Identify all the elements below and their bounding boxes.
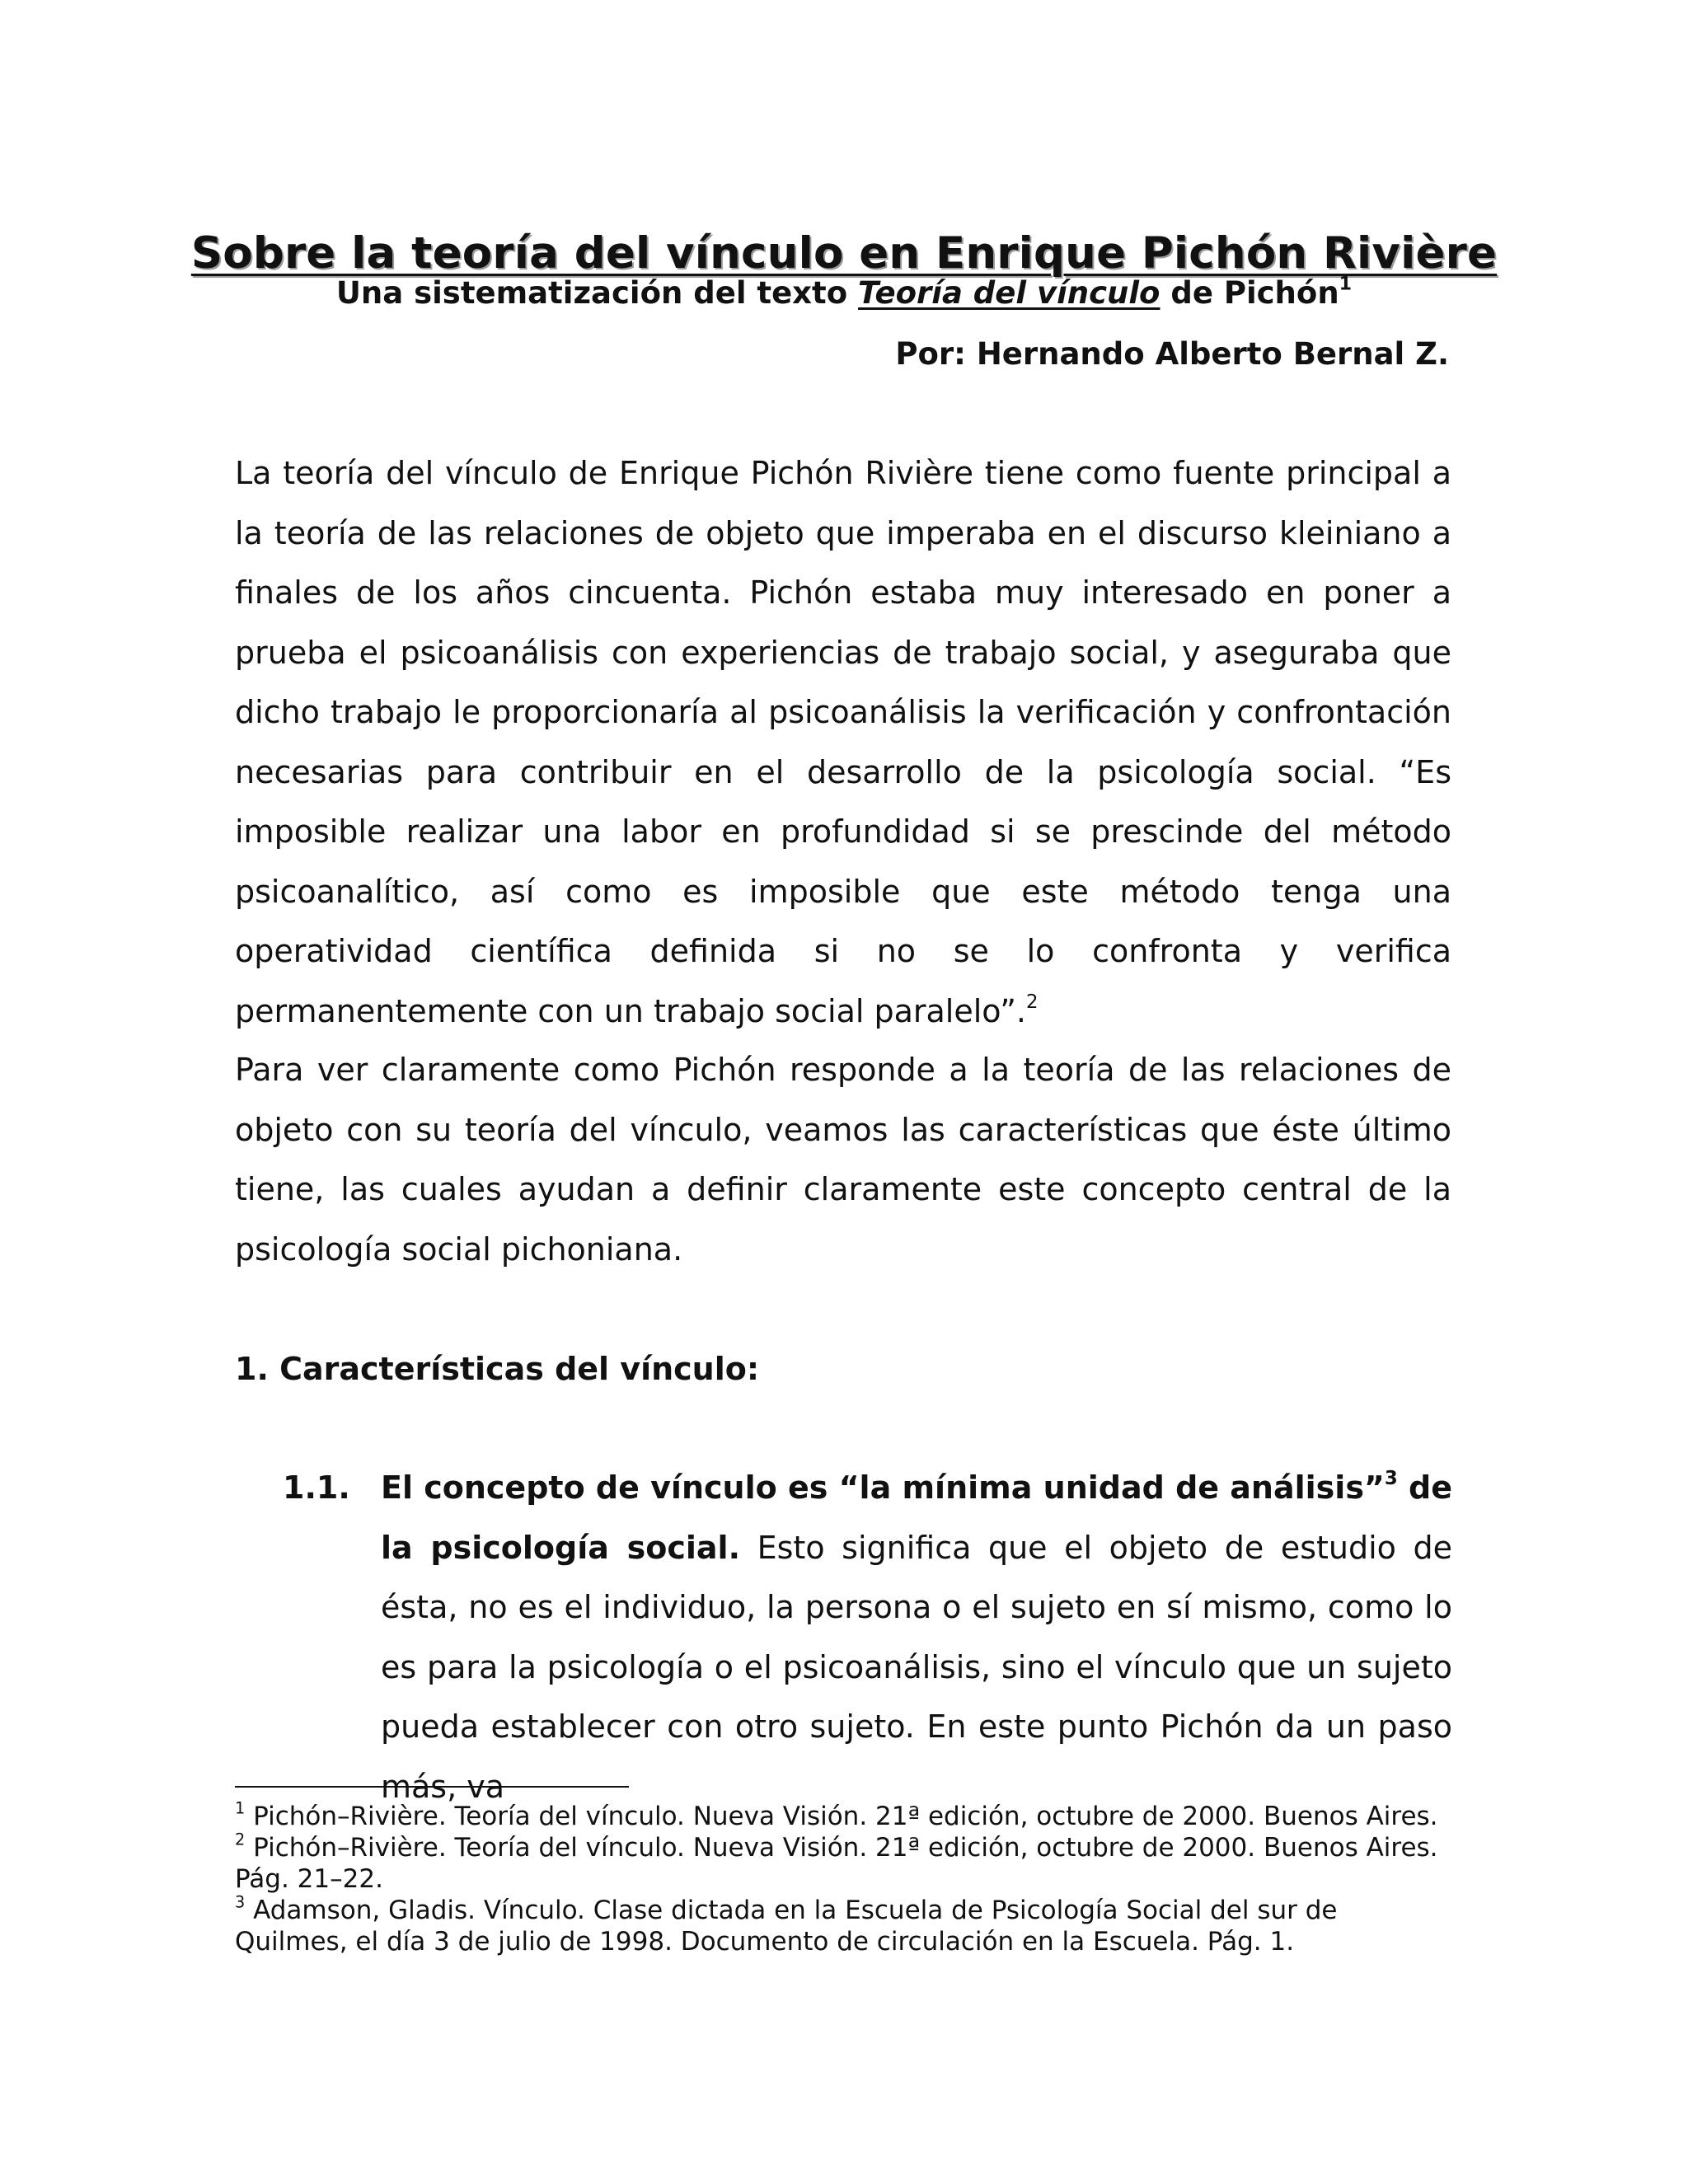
subtitle-book-title: Teoría del vínculo: [858, 275, 1160, 311]
section-heading: 1. Características del vínculo:: [235, 1351, 760, 1387]
footnote-3: [235, 1892, 1451, 1957]
paragraph-intro: [235, 443, 1451, 1041]
subtitle-text-after: de Pichón: [1160, 275, 1339, 311]
footnote-number: 1: [235, 1798, 246, 1818]
footnote-ref-3[interactable]: 3: [1384, 1467, 1398, 1489]
footnote-1: [235, 1798, 1451, 1832]
footnote-number: 3: [235, 1892, 246, 1912]
list-item-number: 1.1.: [283, 1469, 350, 1506]
footnote-text: Pichón–Rivière. Teoría del vínculo. Nueva Visión. 21ª edición, octubre de 2000. Buenos Aires.: [245, 1802, 1438, 1831]
footnote-text: Adamson, Gladis. Vínculo. Clase dictada en la Escuela de Psicología Social del sur de Quilmes, el día 3 de julio de 1998. Documento de circulación en la Escuela. Pág. 1.: [235, 1896, 1338, 1957]
document-title: Sobre la teoría del vínculo en Enrique Pichón Rivière: [190, 227, 1498, 279]
paragraph-second: Para ver claramente como Pichón responde a la teoría de las relaciones de objeto con su teoría del vínculo, veamos las características que éste último tiene, las cuales ayudan a definir claramente este concepto central de la psicología social pichoniana.: [235, 1052, 1451, 1268]
footnote-ref-2[interactable]: 2: [1025, 991, 1039, 1013]
footnote-2: [235, 1832, 1451, 1895]
footnotes: [235, 1798, 1451, 1957]
author-line: Por: Hernando Alberto Bernal Z.: [895, 336, 1449, 372]
list-item-bold-start: El concepto de vínculo es “la mínima unidad de análisis”: [381, 1469, 1385, 1506]
footnote-ref-1[interactable]: 1: [1339, 273, 1353, 295]
footnote-text: Pichón–Rivière. Teoría del vínculo. Nueva Visión. 21ª edición, octubre de 2000. Buenos Aires. Pág. 21–22.: [235, 1833, 1438, 1894]
footnote-number: 2: [235, 1830, 246, 1849]
footnote-separator: [235, 1786, 629, 1788]
subtitle-text-before: Una sistematización del texto: [335, 275, 859, 311]
list-item-body: Esto significa que el objeto de estudio de ésta, no es el individuo, la persona o el sujeto en sí mismo, como lo es para la psicología o el psicoanálisis, sino el vínculo que un sujeto pueda establecer con otro sujeto. En este punto Pichón da un paso más, va: [381, 1529, 1453, 1805]
list-item-text: [381, 1458, 1452, 1816]
paragraph-intro-text: La teoría del vínculo de Enrique Pichón Rivière tiene como fuente principal a la teoría de las relaciones de objeto que imperaba en el discurso kleiniano a finales de los años cincuenta. Pichón estaba muy interesado en poner a prueba el psicoanálisis con experiencias de trabajo social, y aseguraba que dicho trabajo le proporcionaría al psicoanálisis la verificación y confrontación necesarias para contribuir en el desarrollo de la psicología social. “Es imposible realizar una labor en profundidad si se prescinde del método psicoanalítico, así como es imposible que este método tenga una operatividad científica definida si no se lo confronta y verifica permanentemente con un trabajo social paralelo”.: [235, 455, 1451, 1029]
list-item-bold-end: de la psicología social.: [381, 1469, 1453, 1566]
document-subtitle: [0, 269, 1688, 318]
